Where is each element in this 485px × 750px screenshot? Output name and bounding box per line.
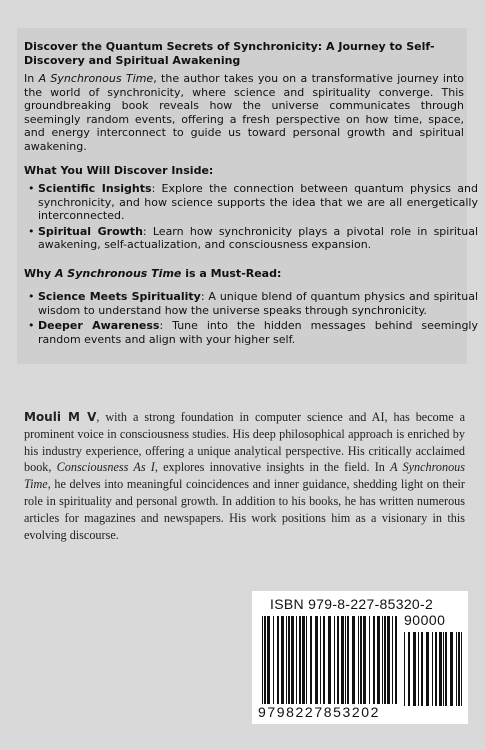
bio-part: , he delves into meaningful coincidences and inner guidance, shedding light on their role in spirituality and personal growth. In addition to his books, he has written numerous articles for magazines and newspapers. His work positions him as a visionary in this evolving discourse.	[24, 477, 465, 542]
why-title: A Synchronous Time	[54, 267, 182, 280]
barcode-bar	[358, 616, 359, 704]
barcode-bar	[369, 616, 370, 704]
barcode-bar	[352, 616, 355, 704]
why-suffix: is a Must-Read:	[181, 267, 282, 280]
intro-prefix: In	[24, 72, 39, 85]
barcode-bar	[439, 632, 442, 706]
barcode-bar	[382, 616, 383, 704]
barcode-bar	[395, 616, 397, 704]
barcode-bar	[310, 616, 312, 704]
barcode-bar	[328, 616, 331, 704]
item-text: : Explore the connection between quantum physics and synchronicity, and how science supports the idea that we are all energetically interconnected.	[38, 182, 478, 223]
addon-code: 90000	[404, 612, 446, 628]
item-text: : Learn how synchronicity plays a pivotal role in spiritual awakening, self-actualization, and consciousness expansion.	[38, 224, 478, 252]
bullet-icon: •	[28, 290, 35, 303]
barcode-bar	[334, 616, 335, 704]
bio-part: , with a strong foundation in computer science and AI, has become a prominent voice in consciousness studies. His deep philosophical approach is enriched by his industry experience, offering a unique analytical perspective. His critically acclaimed book,	[24, 410, 465, 475]
bio-book-title: A Synchronous Time	[24, 460, 466, 492]
barcode-bar	[360, 616, 362, 704]
barcode-bar	[435, 632, 437, 706]
intro-book-title: A Synchronous Time	[38, 72, 154, 85]
bio-book-title: Consciousness As I	[56, 460, 155, 475]
barcode-bar	[421, 632, 423, 706]
bullet-icon: •	[28, 182, 35, 195]
item-label: Deeper Awareness	[38, 319, 160, 333]
item-label: Spiritual Growth	[38, 224, 143, 238]
barcode-bar	[445, 632, 447, 706]
barcode-bar	[288, 616, 290, 704]
barcode-bar	[392, 616, 393, 704]
barcode-bar	[363, 616, 366, 704]
intro-rest: , the author takes you on a transformative journey into the world of synchronicity, where science and spirituality converge. This groundbreaking book reveals how the universe communicates through seemingly random events, offering a fresh perspective on how time, space, and energy interconnect to guide us toward personal growth and spiritual awakening.	[24, 72, 464, 153]
barcode-bar	[286, 616, 287, 704]
barcode-bar	[262, 616, 263, 704]
barcode-bar	[273, 616, 274, 704]
bullet-icon: •	[28, 224, 35, 238]
author-name: Mouli M V	[24, 410, 97, 424]
barcode-bar	[387, 616, 390, 704]
barcode-bar	[281, 616, 284, 704]
barcode-bar	[345, 616, 346, 704]
why-prefix: Why	[24, 267, 55, 280]
item-label: Science Meets Spirituality	[38, 290, 201, 303]
barcode-bar	[341, 616, 344, 704]
barcode-bar	[337, 616, 339, 704]
barcode-bar	[384, 616, 386, 704]
barcode-bar	[443, 632, 444, 706]
barcode-bar	[302, 616, 305, 704]
item-text: : Tune into the hidden messages behind seemingly random events and align with your higher self.	[38, 319, 478, 346]
barcode-bar	[456, 632, 457, 706]
barcode-bar	[426, 632, 429, 706]
barcode-bar	[373, 616, 375, 704]
barcode-bar	[323, 616, 325, 704]
isbn-text: ISBN 979-8-227-85320-2	[270, 596, 434, 612]
ean-digits: 9798227853202	[258, 704, 381, 720]
barcode-bar	[306, 616, 307, 704]
barcode-bar	[450, 632, 453, 706]
barcode-bar	[432, 632, 433, 706]
barcode-bar	[320, 616, 321, 704]
bio-part: , explores innovative insights in the field. In	[154, 460, 391, 475]
barcode-bar	[413, 632, 416, 706]
barcode-bar	[267, 616, 270, 704]
barcode-bar	[377, 616, 380, 704]
bullet-icon: •	[28, 319, 35, 333]
item-text: : A unique blend of quantum physics and spiritual wisdom to understand how the universe speaks through synchronicity.	[38, 290, 478, 317]
barcode-bar	[291, 616, 294, 704]
barcode-bar	[299, 616, 301, 704]
barcode-bar	[458, 632, 460, 706]
barcode-bar	[315, 616, 318, 704]
barcode-bar	[277, 616, 279, 704]
barcode-bar	[404, 632, 405, 706]
barcode-bar	[461, 632, 462, 706]
headline: Discover the Quantum Secrets of Synchronicity: A Journey to Self-Discovery and Spiritual Awakening	[24, 40, 435, 67]
discover-heading: What You Will Discover Inside:	[24, 164, 214, 177]
barcode-bar	[408, 632, 410, 706]
barcode-bar	[264, 616, 266, 704]
barcode-bar	[296, 616, 297, 704]
barcode-bar	[418, 632, 419, 706]
item-label: Scientific Insights	[38, 182, 152, 195]
barcode-bar	[347, 616, 349, 704]
